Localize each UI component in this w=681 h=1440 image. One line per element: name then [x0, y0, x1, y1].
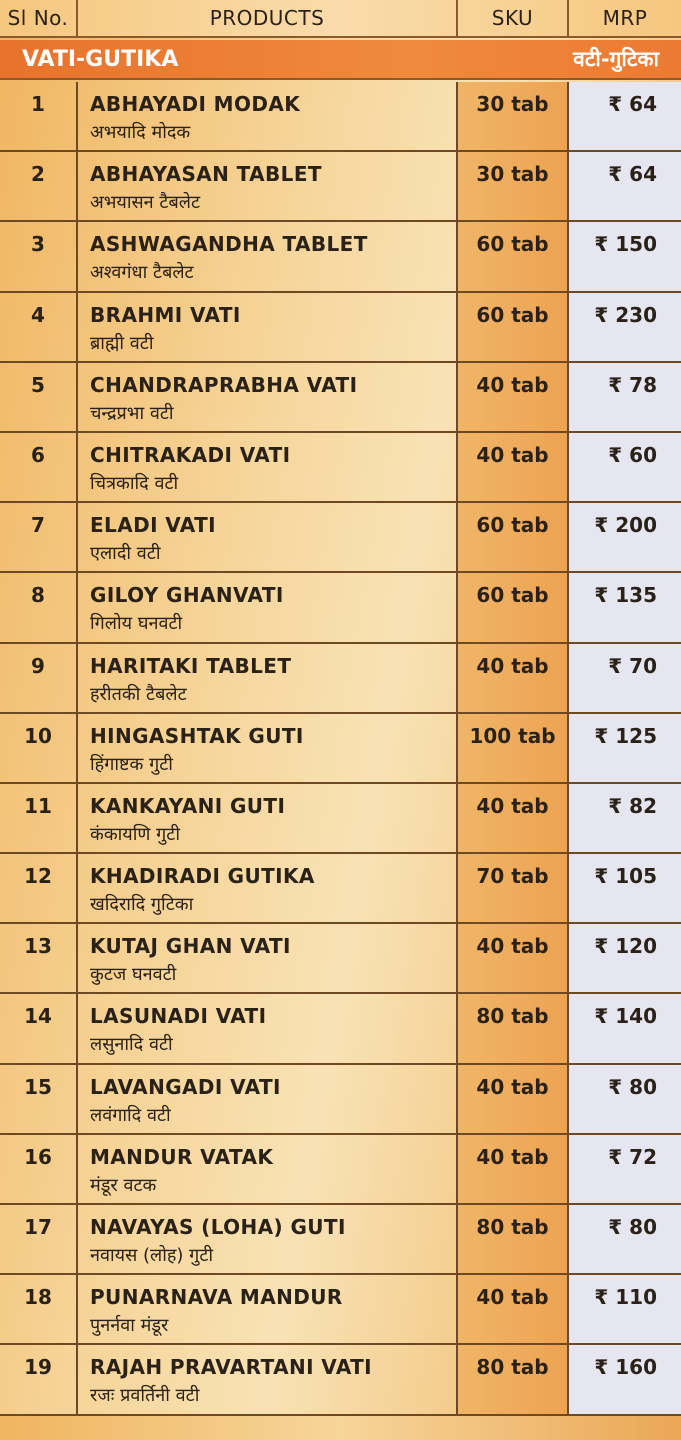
- product-name-english: KUTAJ GHAN VATI: [90, 934, 291, 959]
- table-row: [0, 363, 681, 433]
- table-row: [0, 1345, 681, 1415]
- cell-mrp: ₹ 72: [569, 1135, 681, 1203]
- product-name-hindi: मंडूर वटक: [90, 1174, 157, 1196]
- cell-sku: 40 tab: [458, 644, 569, 712]
- cell-product: [78, 573, 458, 641]
- table-row: [0, 784, 681, 854]
- product-name-english: GILOY GHANVATI: [90, 583, 284, 608]
- cell-product: [78, 1205, 458, 1273]
- table-row: [0, 573, 681, 643]
- cell-sl-no: 14: [0, 994, 78, 1062]
- product-name-english: MANDUR VATAK: [90, 1144, 274, 1169]
- product-name-english: PUNARNAVA MANDUR: [90, 1285, 343, 1310]
- product-name-hindi: रजः प्रवर्तिनी वटी: [90, 1385, 200, 1407]
- cell-mrp: ₹ 80: [569, 1065, 681, 1133]
- product-name-english: KANKAYANI GUTI: [90, 793, 286, 818]
- product-name-english: CHITRAKADI VATI: [90, 442, 291, 467]
- cell-sl-no: 12: [0, 854, 78, 922]
- cell-sl-no: 15: [0, 1065, 78, 1133]
- product-name-hindi: गिलोय घनवटी: [90, 613, 183, 635]
- product-name-hindi: अभयासन टैबलेट: [90, 192, 201, 214]
- product-name-english: HINGASHTAK GUTI: [90, 723, 304, 748]
- cell-product: [78, 82, 458, 150]
- cell-sku: 80 tab: [458, 994, 569, 1062]
- table-row: [0, 293, 681, 363]
- product-name-hindi: पुनर्नवा मंडूर: [90, 1315, 169, 1337]
- table-bottom-strip: [0, 1416, 681, 1440]
- cell-mrp: ₹ 160: [569, 1345, 681, 1413]
- cell-mrp: ₹ 110: [569, 1275, 681, 1343]
- cell-mrp: ₹ 64: [569, 152, 681, 220]
- cell-mrp: ₹ 64: [569, 82, 681, 150]
- cell-mrp: ₹ 200: [569, 503, 681, 571]
- product-name-english: ABHAYASAN TABLET: [90, 162, 322, 187]
- cell-sku: 40 tab: [458, 1275, 569, 1343]
- cell-product: [78, 644, 458, 712]
- product-name-english: HARITAKI TABLET: [90, 653, 292, 678]
- table-row: [0, 854, 681, 924]
- cell-sl-no: 9: [0, 644, 78, 712]
- cell-sl-no: 10: [0, 714, 78, 782]
- cell-product: [78, 924, 458, 992]
- cell-sku: 40 tab: [458, 1065, 569, 1133]
- cell-mrp: ₹ 105: [569, 854, 681, 922]
- product-name-hindi: कुटज घनवटी: [90, 964, 177, 986]
- table-row: [0, 924, 681, 994]
- cell-sku: 80 tab: [458, 1345, 569, 1413]
- table-row: [0, 994, 681, 1064]
- product-table-body: [0, 82, 681, 1416]
- section-heading: [0, 40, 681, 80]
- product-name-hindi: चित्रकादि वटी: [90, 472, 179, 494]
- header-mrp: MRP: [602, 6, 648, 30]
- product-name-hindi: कंकायणि गुटी: [90, 823, 181, 845]
- cell-product: [78, 1275, 458, 1343]
- cell-mrp: ₹ 82: [569, 784, 681, 852]
- cell-sku: 30 tab: [458, 82, 569, 150]
- cell-sl-no: 19: [0, 1345, 78, 1413]
- table-row: [0, 82, 681, 152]
- cell-product: [78, 784, 458, 852]
- cell-sl-no: 13: [0, 924, 78, 992]
- cell-sl-no: 3: [0, 222, 78, 290]
- cell-sku: 40 tab: [458, 1135, 569, 1203]
- cell-sl-no: 1: [0, 82, 78, 150]
- cell-sl-no: 6: [0, 433, 78, 501]
- product-name-hindi: चन्द्रप्रभा वटी: [90, 402, 174, 424]
- table-header: [0, 0, 681, 38]
- cell-sku: 40 tab: [458, 433, 569, 501]
- cell-sl-no: 16: [0, 1135, 78, 1203]
- cell-sku: 30 tab: [458, 152, 569, 220]
- cell-sku: 80 tab: [458, 1205, 569, 1273]
- cell-product: [78, 363, 458, 431]
- table-row: [0, 714, 681, 784]
- cell-sl-no: 18: [0, 1275, 78, 1343]
- cell-product: [78, 1345, 458, 1413]
- product-name-english: BRAHMI VATI: [90, 302, 241, 327]
- table-row: [0, 222, 681, 292]
- cell-sku: 60 tab: [458, 222, 569, 290]
- product-name-hindi: एलादी वटी: [90, 543, 161, 565]
- table-row: [0, 1205, 681, 1275]
- cell-sl-no: 4: [0, 293, 78, 361]
- cell-sku: 70 tab: [458, 854, 569, 922]
- cell-mrp: ₹ 150: [569, 222, 681, 290]
- cell-sku: 60 tab: [458, 293, 569, 361]
- cell-mrp: ₹ 80: [569, 1205, 681, 1273]
- product-name-english: NAVAYAS (LOHA) GUTI: [90, 1215, 346, 1239]
- product-name-english: ASHWAGANDHA TABLET: [90, 232, 368, 257]
- cell-product: [78, 222, 458, 290]
- cell-product: [78, 152, 458, 220]
- table-row: [0, 644, 681, 714]
- cell-sku: 40 tab: [458, 363, 569, 431]
- product-name-hindi: खदिरादि गुटिका: [90, 894, 194, 916]
- cell-mrp: ₹ 120: [569, 924, 681, 992]
- table-row: [0, 503, 681, 573]
- product-name-hindi: नवायस (लोह) गुटी: [90, 1245, 214, 1266]
- cell-mrp: ₹ 135: [569, 573, 681, 641]
- product-name-hindi: लवंगादि वटी: [90, 1104, 171, 1126]
- cell-product: [78, 1135, 458, 1203]
- product-name-english: LASUNADI VATI: [90, 1004, 267, 1029]
- cell-product: [78, 1065, 458, 1133]
- cell-mrp: ₹ 60: [569, 433, 681, 501]
- table-row: [0, 1275, 681, 1345]
- product-name-english: ABHAYADI MODAK: [90, 92, 301, 116]
- cell-product: [78, 293, 458, 361]
- product-name-english: CHANDRAPRABHA VATI: [90, 372, 358, 397]
- cell-sl-no: 17: [0, 1205, 78, 1273]
- cell-product: [78, 854, 458, 922]
- cell-sku: 60 tab: [458, 573, 569, 641]
- cell-product: [78, 994, 458, 1062]
- header-sku: SKU: [458, 0, 569, 36]
- product-name-hindi: लसुनादि वटी: [90, 1034, 173, 1056]
- product-name-hindi: अभयादि मोदक: [90, 122, 191, 143]
- cell-sl-no: 5: [0, 363, 78, 431]
- cell-mrp: ₹ 140: [569, 994, 681, 1062]
- product-name-english: KHADIRADI GUTIKA: [90, 864, 315, 889]
- product-name-hindi: अश्वगंधा टैबलेट: [90, 262, 194, 284]
- product-name-hindi: हरीतकी टैबलेट: [90, 683, 187, 705]
- cell-sku: 40 tab: [458, 784, 569, 852]
- cell-product: [78, 714, 458, 782]
- cell-sl-no: 11: [0, 784, 78, 852]
- header-products: PRODUCTS: [78, 0, 458, 36]
- cell-mrp: ₹ 125: [569, 714, 681, 782]
- table-row: [0, 1065, 681, 1135]
- section-title-hindi: वटी-गुटिका: [573, 47, 659, 71]
- product-name-english: LAVANGADI VATI: [90, 1074, 281, 1099]
- cell-mrp: ₹ 230: [569, 293, 681, 361]
- cell-mrp: ₹ 70: [569, 644, 681, 712]
- product-name-hindi: हिंगाष्टक गुटी: [90, 753, 173, 775]
- cell-sku: 100 tab: [458, 714, 569, 782]
- product-name-english: RAJAH PRAVARTANI VATI: [90, 1355, 373, 1380]
- product-name-english: ELADI VATI: [90, 513, 217, 538]
- cell-sl-no: 2: [0, 152, 78, 220]
- cell-sl-no: 7: [0, 503, 78, 571]
- cell-sl-no: 8: [0, 573, 78, 641]
- table-row: [0, 152, 681, 222]
- cell-product: [78, 503, 458, 571]
- header-sl-no: Sl No.: [0, 0, 78, 36]
- cell-sku: 60 tab: [458, 503, 569, 571]
- cell-sku: 40 tab: [458, 924, 569, 992]
- cell-product: [78, 433, 458, 501]
- table-row: [0, 433, 681, 503]
- table-row: [0, 1135, 681, 1205]
- section-title-english: VATI-GUTIKA: [22, 46, 179, 72]
- product-name-hindi: ब्राह्मी वटी: [90, 332, 154, 354]
- cell-mrp: ₹ 78: [569, 363, 681, 431]
